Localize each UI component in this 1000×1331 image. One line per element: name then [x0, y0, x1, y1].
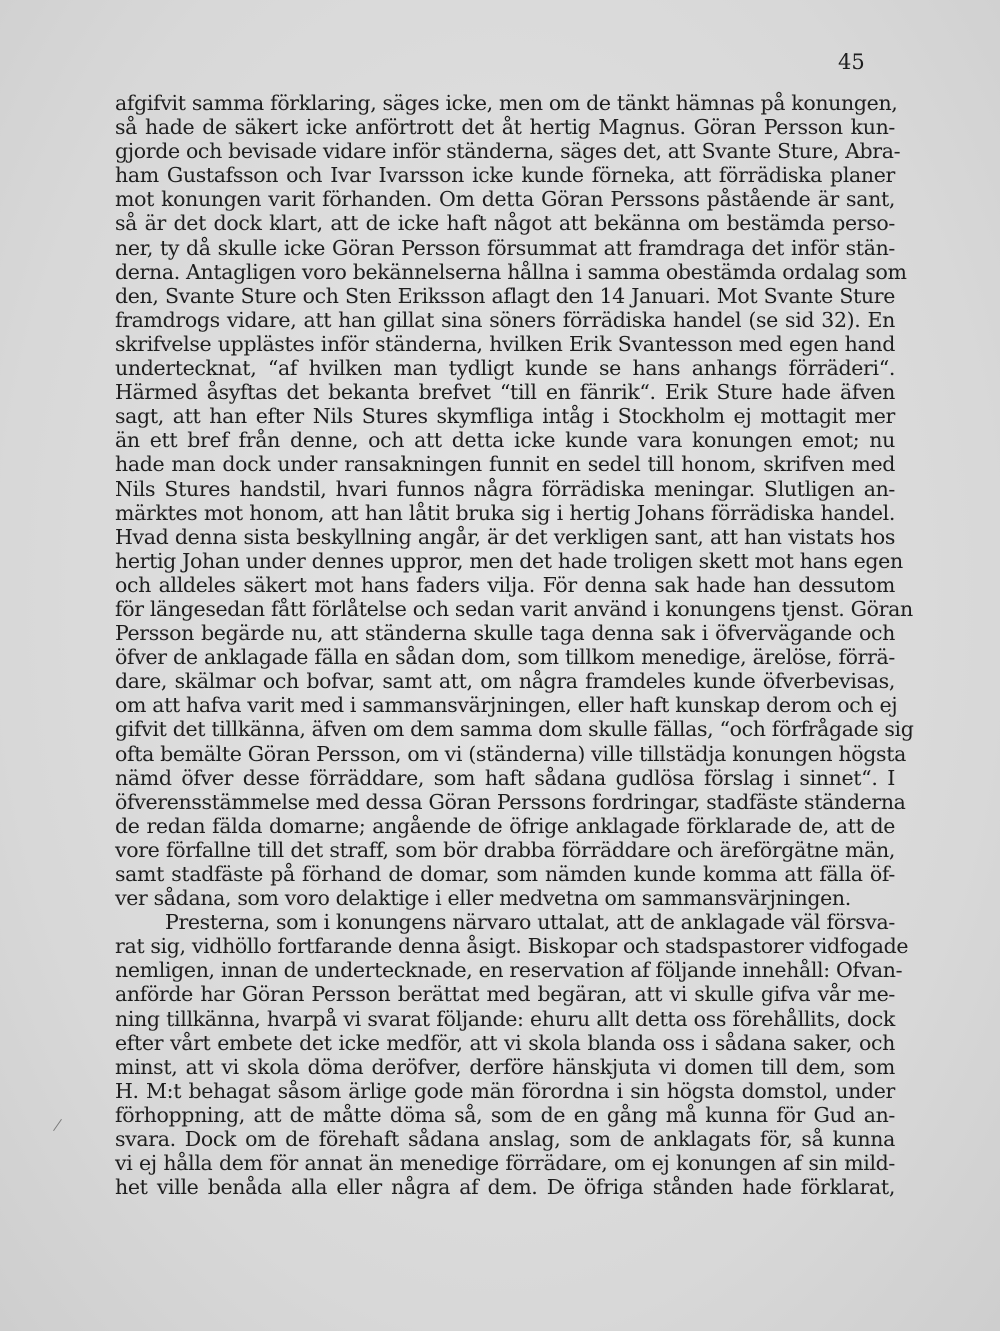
text-line: om att hafva varit med i sammansvärjningen, eller haft kunskap derom och ej — [115, 693, 898, 718]
text-line: för längesedan fått förlåtelse och sedan varit använd i konungens tjenst. Göran — [115, 596, 913, 621]
text-line: ver sådana, som voro delaktige i eller medvetna om sammansvärjningen. — [115, 886, 851, 911]
text-line: och alldeles säkert mot hans faders vilja. För denna sak hade han dessutom — [115, 572, 895, 597]
text-line: öfver de anklagade fälla en sådan dom, som tillkom menedige, ärelöse, förrä- — [115, 645, 895, 670]
text-line: de redan fälda domarne; angående de öfrige anklagade förklarade de, att de — [115, 813, 895, 838]
text-line: svara. Dock om de förehaft sådana anslag, som de anklagats för, så kunna — [115, 1127, 895, 1152]
text-line: förhoppning, att de måtte döma så, som de en gång må kunna för Gud an- — [115, 1102, 895, 1127]
page-number: 45 — [838, 50, 865, 74]
text-line: så hade de säkert icke anförtrott det åt hertig Magnus. Göran Persson kun- — [115, 115, 895, 140]
text-line: anförde har Göran Persson berättat med begäran, att vi skulle gifva vår me- — [115, 982, 895, 1007]
text-line: Presterna, som i konungens närvaro uttalat, att de anklagade väl försva- — [165, 910, 895, 935]
text-line: gjorde och bevisade vidare inför ständerna, säges det, att Svante Sture, Abra- — [115, 139, 901, 164]
text-line: dare, skälmar och bofvar, samt att, om några framdeles kunde öfverbevisas, — [115, 669, 895, 694]
text-line: vi ej hålla dem för annat än menedige förrädare, om ej konungen af sin mild- — [115, 1151, 895, 1176]
text-line: än ett bref från denne, och att detta icke kunde vara konungen emot; nu — [115, 428, 895, 453]
text-line: nemligen, innan de undertecknade, en reservation af följande innehåll: Ofvan- — [115, 958, 903, 983]
text-line: Hvad denna sista beskyllning angår, är det verkligen sant, att han vistats hos — [115, 524, 895, 549]
text-line: Persson begärde nu, att ständerna skulle taga denna sak i öfvervägande och — [115, 621, 895, 646]
text-line: afgifvit samma förklaring, säges icke, men om de tänkt hämnas på konungen, — [115, 91, 898, 115]
text-line: Nils Stures handstil, hvari funnos några förrädiska meningar. Slutligen an- — [115, 476, 895, 501]
text-line: nämd öfver desse förräddare, som haft sådana gudlösa förslag i sinnet“. I — [115, 765, 895, 790]
text-line: H. M:t behagat såsom ärlige gode män förordna i sin högsta domstol, under — [115, 1078, 895, 1103]
text-line: hertig Johan under dennes uppror, men det hade troligen skett mot hans egen — [115, 548, 903, 573]
text-line: samt stadfäste på förhand de domar, som nämden kunde komma att fälla öf- — [115, 862, 895, 886]
text-line: mot konungen varit förhanden. Om detta Göran Perssons påstående är sant, — [115, 187, 895, 212]
text-line: framdrogs vidare, att han gillat sina söners förrädiska handel (se sid 32). En — [115, 307, 895, 332]
text-line: ning tillkänna, hvarpå vi svarat följande: ehuru allt detta oss förehållits, dock — [115, 1006, 895, 1031]
text-line: den, Svante Sture och Sten Eriksson aflagt den 14 Januari. Mot Svante Sture — [115, 283, 895, 308]
text-line: gifvit det tillkänna, äfven om dem samma dom skulle fällas, “och förfrågade sig — [115, 717, 914, 742]
text-line: märktes mot honom, att han låtit bruka sig i hertig Johans förrädiska handel. — [115, 500, 895, 525]
text-line: vore förfallne till det straff, som bör drabba förräddare och äreförgätne män, — [115, 837, 895, 862]
text-line: ner, ty då skulle icke Göran Persson försummat att framdraga det inför stän- — [115, 235, 895, 260]
text-line: ham Gustafsson och Ivar Ivarsson icke kunde förneka, att förrädiska planer — [115, 163, 895, 188]
text-line: ofta bemälte Göran Persson, om vi (ständerna) ville tillstädja konungen högsta — [115, 741, 906, 766]
text-line: så är det dock klart, att de icke haft något att bekänna om bestämda perso- — [115, 211, 895, 236]
text-line: sagt, att han efter Nils Stures skymfliga intåg i Stockholm ej mottagit mer — [115, 404, 895, 429]
body-text — [115, 91, 914, 1200]
text-line: efter vårt embete det icke medför, att vi skola blanda oss i sådana saker, och — [115, 1030, 895, 1055]
text-line: Härmed åsyftas det bekanta brefvet “till en fänrik“. Erik Sture hade äfven — [115, 380, 895, 405]
text-line: skrifvelse upplästes inför ständerna, hvilken Erik Svantesson med egen hand — [115, 331, 895, 356]
text-line: rat sig, vidhöllo fortfarande denna åsigt. Biskopar och stadspastorer vidfogade — [115, 934, 909, 959]
text-line: derna. Antagligen voro bekännelserna hållna i samma obestämda ordalag som — [115, 259, 907, 284]
text-line: undertecknat, “af hvilken man tydligt kunde se hans anhangs förräderi“. — [115, 356, 895, 381]
text-line: hade man dock under ransakningen funnit en sedel till honom, skrifven med — [115, 452, 895, 477]
text-line: het ville benåda alla eller några af dem. De öfriga stånden hade förklarat, — [115, 1175, 895, 1200]
text-line: öfverensstämmelse med dessa Göran Perssons fordringar, stadfäste ständerna — [115, 789, 906, 814]
margin-pencil-mark — [53, 1119, 62, 1131]
text-line: minst, att vi skola döma deröfver, derföre hänskjuta vi domen till dem, som — [115, 1054, 895, 1079]
